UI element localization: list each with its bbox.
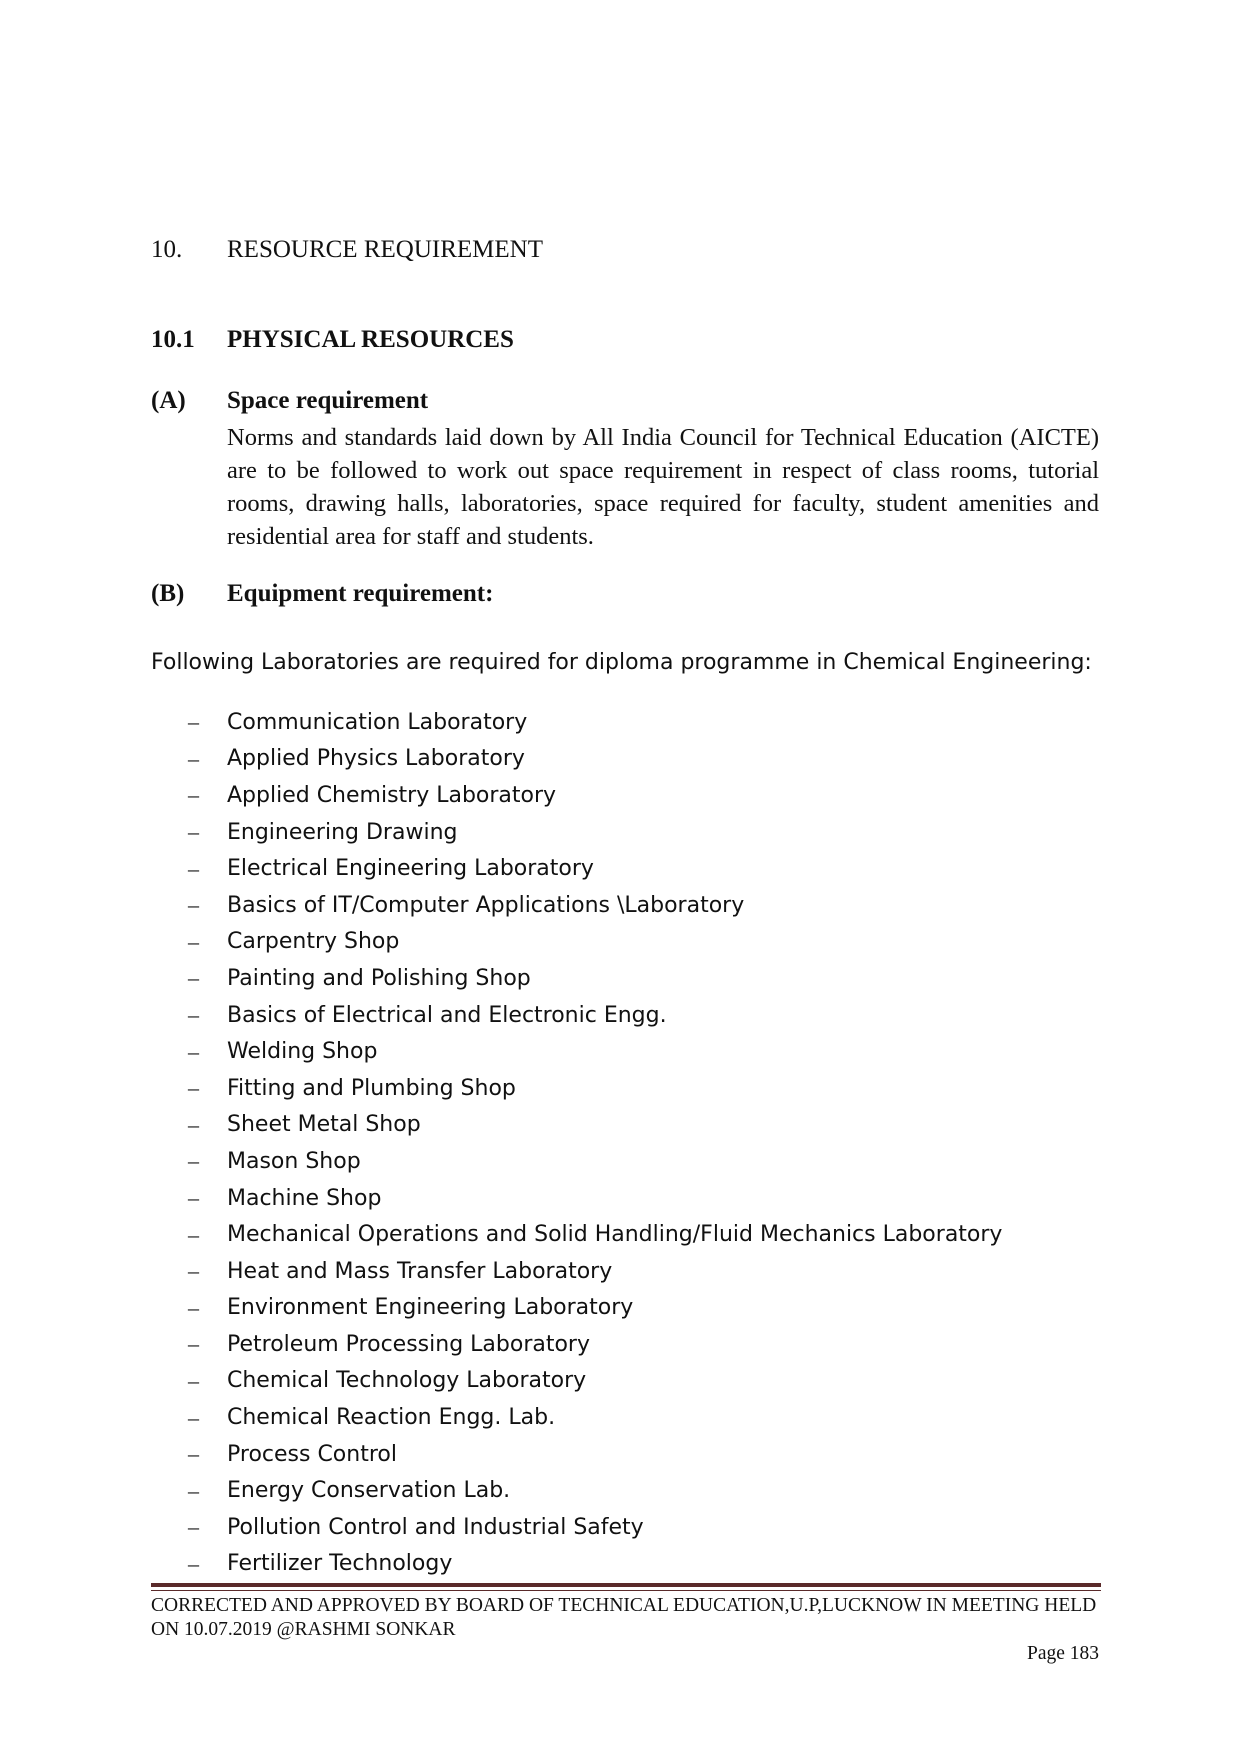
part-b-title: Equipment requirement: bbox=[227, 580, 494, 607]
laboratory-list-item bbox=[151, 741, 1111, 778]
footer-line-1: CORRECTED AND APPROVED BY BOARD OF TECHNICAL EDUCATION,U.P,LUCKNOW IN MEETING HELD bbox=[151, 1595, 1097, 1616]
laboratory-list-item bbox=[151, 1290, 1111, 1327]
dash-bullet-icon: – bbox=[188, 1514, 199, 1540]
laboratory-name: Applied Chemistry Laboratory bbox=[227, 782, 557, 808]
dash-bullet-icon: – bbox=[188, 1148, 199, 1174]
laboratory-list-item bbox=[151, 814, 1111, 851]
laboratories-intro: Following Laboratories are required for diploma programme in Chemical Engineering: bbox=[151, 650, 1092, 675]
laboratory-list-item bbox=[151, 1033, 1111, 1070]
laboratory-name: Heat and Mass Transfer Laboratory bbox=[227, 1258, 613, 1284]
dash-bullet-icon: – bbox=[188, 1221, 199, 1247]
laboratory-name: Energy Conservation Lab. bbox=[227, 1478, 511, 1504]
laboratory-name: Carpentry Shop bbox=[227, 929, 400, 955]
laboratory-name: Mason Shop bbox=[227, 1148, 361, 1174]
laboratory-name: Applied Physics Laboratory bbox=[227, 746, 525, 772]
laboratory-name: Sheet Metal Shop bbox=[227, 1112, 421, 1138]
dash-bullet-icon: – bbox=[188, 1477, 199, 1503]
laboratory-list-item bbox=[151, 777, 1111, 814]
dash-bullet-icon: – bbox=[188, 1038, 199, 1064]
laboratory-name: Painting and Polishing Shop bbox=[227, 965, 531, 991]
laboratory-name: Mechanical Operations and Solid Handling/Fluid Mechanics Laboratory bbox=[227, 1222, 1003, 1248]
laboratory-name: Fitting and Plumbing Shop bbox=[227, 1075, 516, 1101]
laboratory-list-item bbox=[151, 960, 1111, 997]
space-requirement-paragraph: Norms and standards laid down by All India Council for Technical Education (AICTE) are to be followed to work out space requirement in respect of class rooms, tutorial rooms, drawing halls, laboratories, space required for faculty, student amenities and residential area for staff and students. bbox=[227, 424, 1099, 550]
laboratory-list-item bbox=[151, 1253, 1111, 1290]
dash-bullet-icon: – bbox=[188, 965, 199, 991]
dash-bullet-icon: – bbox=[188, 745, 199, 771]
laboratory-name: Petroleum Processing Laboratory bbox=[227, 1331, 590, 1357]
laboratory-list-item bbox=[151, 887, 1111, 924]
laboratory-list-item bbox=[151, 1399, 1111, 1436]
dash-bullet-icon: – bbox=[188, 1294, 199, 1320]
footer-approval-note bbox=[151, 1594, 1111, 1642]
laboratory-name: Fertilizer Technology bbox=[227, 1551, 453, 1577]
laboratory-name: Chemical Reaction Engg. Lab. bbox=[227, 1405, 556, 1431]
dash-bullet-icon: – bbox=[188, 782, 199, 808]
laboratory-name: Basics of Electrical and Electronic Engg. bbox=[227, 1002, 667, 1028]
laboratory-list-item bbox=[151, 924, 1111, 961]
footer-rule-thick bbox=[151, 1583, 1101, 1587]
laboratory-list-item bbox=[151, 1180, 1111, 1217]
footer-rule-thin bbox=[151, 1590, 1101, 1591]
laboratory-list bbox=[151, 704, 1111, 1582]
laboratory-name: Chemical Technology Laboratory bbox=[227, 1368, 587, 1394]
part-b-label: (B) bbox=[151, 580, 185, 607]
laboratory-name: Environment Engineering Laboratory bbox=[227, 1295, 634, 1321]
dash-bullet-icon: – bbox=[188, 1258, 199, 1284]
laboratory-name: Electrical Engineering Laboratory bbox=[227, 856, 594, 882]
dash-bullet-icon: – bbox=[188, 1404, 199, 1430]
laboratory-name: Welding Shop bbox=[227, 1039, 378, 1065]
dash-bullet-icon: – bbox=[188, 1185, 199, 1211]
part-a-title: Space requirement bbox=[227, 387, 429, 414]
dash-bullet-icon: – bbox=[188, 1075, 199, 1101]
dash-bullet-icon: – bbox=[188, 1367, 199, 1393]
dash-bullet-icon: – bbox=[188, 892, 199, 918]
laboratory-list-item bbox=[151, 850, 1111, 887]
laboratory-list-item bbox=[151, 1436, 1111, 1473]
laboratory-list-item bbox=[151, 704, 1111, 741]
laboratory-list-item bbox=[151, 1472, 1111, 1509]
dash-bullet-icon: – bbox=[188, 1002, 199, 1028]
laboratory-list-item bbox=[151, 1546, 1111, 1583]
laboratory-name: Machine Shop bbox=[227, 1185, 382, 1211]
page-number: Page 183 bbox=[1026, 1643, 1099, 1664]
laboratory-name: Process Control bbox=[227, 1441, 397, 1467]
laboratory-list-item bbox=[151, 1509, 1111, 1546]
dash-bullet-icon: – bbox=[188, 819, 199, 845]
laboratory-name: Communication Laboratory bbox=[227, 709, 528, 735]
dash-bullet-icon: – bbox=[188, 1441, 199, 1467]
laboratory-name: Pollution Control and Industrial Safety bbox=[227, 1514, 644, 1540]
dash-bullet-icon: – bbox=[188, 1331, 199, 1357]
laboratory-list-item bbox=[151, 1363, 1111, 1400]
laboratory-list-item bbox=[151, 1143, 1111, 1180]
section-title: RESOURCE REQUIREMENT bbox=[227, 236, 543, 263]
dash-bullet-icon: – bbox=[188, 1111, 199, 1137]
laboratory-list-item bbox=[151, 1070, 1111, 1107]
dash-bullet-icon: – bbox=[188, 855, 199, 881]
laboratory-name: Engineering Drawing bbox=[227, 819, 458, 845]
dash-bullet-icon: – bbox=[188, 709, 199, 735]
laboratory-list-item bbox=[151, 997, 1111, 1034]
laboratory-list-item bbox=[151, 1326, 1111, 1363]
footer-line-2: ON 10.07.2019 @RASHMI SONKAR bbox=[151, 1619, 456, 1640]
subsection-number: 10.1 bbox=[151, 326, 195, 353]
dash-bullet-icon: – bbox=[188, 1550, 199, 1576]
laboratory-name: Basics of IT/Computer Applications \Laboratory bbox=[227, 892, 745, 918]
part-a-label: (A) bbox=[151, 387, 186, 414]
section-number: 10. bbox=[151, 236, 183, 263]
laboratory-list-item bbox=[151, 1107, 1111, 1144]
dash-bullet-icon: – bbox=[188, 928, 199, 954]
laboratory-list-item bbox=[151, 1216, 1111, 1253]
subsection-title: PHYSICAL RESOURCES bbox=[227, 326, 514, 353]
